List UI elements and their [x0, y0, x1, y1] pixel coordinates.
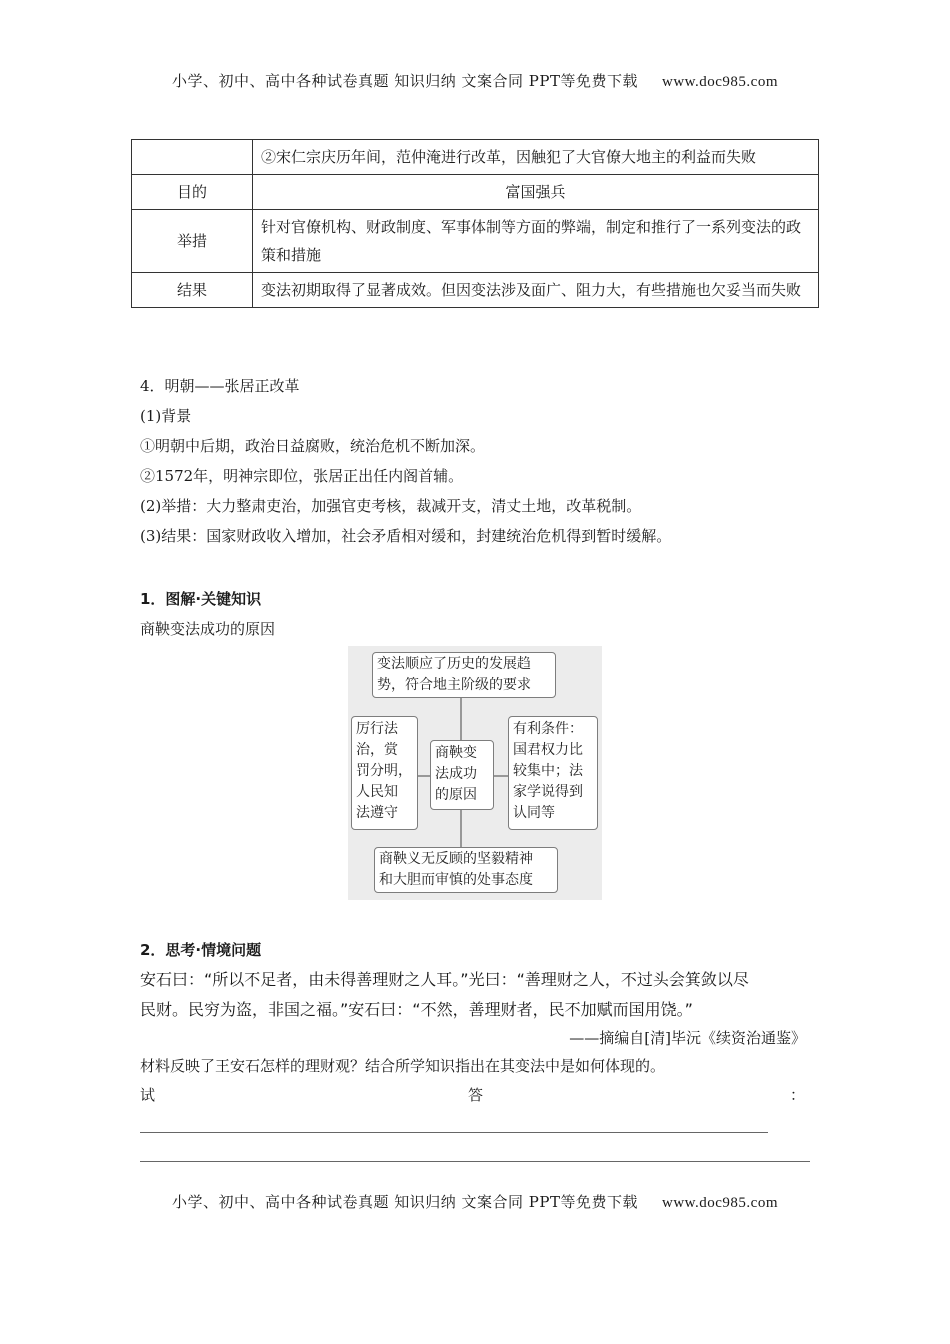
section-ming-reform [140, 371, 820, 551]
answer-line[interactable] [140, 1132, 768, 1133]
diagram-text: 有利条件： [513, 721, 583, 737]
table-key-cell: 举措 [132, 210, 253, 273]
table-row [132, 140, 819, 175]
diagram-text: 商鞅义无反顾的坚毅精神 [379, 851, 533, 867]
table-key-cell: 目的 [132, 175, 253, 210]
answer-char: ： [790, 1086, 806, 1104]
table-key-cell [132, 140, 253, 175]
diagram-text: 厉行法 [356, 721, 398, 737]
part1-subtitle: 商鞅变法成功的原因 [140, 620, 276, 638]
diagram-text: 法成功 [435, 766, 477, 782]
table-key-cell: 结果 [132, 273, 253, 308]
diagram-text: 较集中；法 [513, 763, 583, 779]
table-value-cell: 变法初期取得了显著成效。但因变法涉及面广、阻力大，有些措施也欠妥当而失败 [253, 273, 819, 308]
part2-title-block [140, 935, 820, 965]
table-row [132, 175, 819, 210]
diagram-text: 治，赏 [356, 742, 398, 758]
diagram-text: 人民知 [356, 784, 398, 800]
box-top [372, 652, 556, 698]
table-value-cell: 富国强兵 [253, 175, 819, 210]
background-item: ①明朝中后期，政治日益腐败，统治危机不断加深。 [140, 437, 486, 455]
header-url: www.doc985.com [661, 74, 778, 90]
diagram-text: 国君权力比 [513, 742, 583, 758]
diagram-text: 商鞅变 [435, 745, 477, 761]
answer-char: 答 [468, 1086, 484, 1104]
diagram-text: 认同等 [513, 805, 555, 821]
quote-line: 安石曰：“所以不足者，由未得善理财之人耳。”光曰：“善理财之人，不过头会箕敛以尽 [140, 970, 749, 989]
table-row [132, 210, 819, 273]
box-right [508, 716, 598, 830]
diagram-text: 罚分明， [356, 763, 412, 779]
page-header [0, 70, 950, 91]
part2-title: 2．思考·情境问题 [140, 941, 262, 959]
answer-line[interactable] [140, 1161, 810, 1162]
result-text: (3)结果：国家财政收入增加，社会矛盾相对缓和，封建统治危机得到暂时缓解。 [140, 527, 672, 545]
quote-line: 民财。民穷为盗，非国之福。”安石曰：“不然，善理财者，民不加赋而国用饶。” [140, 1000, 693, 1019]
section-title: 4．明朝——张居正改革 [140, 377, 300, 395]
diagram-text: 势，符合地主阶级的要求 [377, 677, 531, 693]
answer-char: 试 [140, 1086, 156, 1104]
diagram-text: 的原因 [435, 787, 477, 803]
diagram-text: 家学说得到 [513, 784, 583, 800]
quote-source: ——摘编自[清]毕沅《续资治通鉴》 [569, 1029, 806, 1047]
question-text: 材料反映了王安石怎样的理财观？结合所学知识指出在其变法中是如何体现的。 [140, 1057, 666, 1075]
table-value-cell: ②宋仁宗庆历年间，范仲淹进行改革，因触犯了大官僚大地主的利益而失败 [253, 140, 819, 175]
header-text: 小学、初中、高中各种试卷真题 知识归纳 文案合同 PPT等免费下载 [171, 72, 638, 90]
box-center [430, 740, 494, 810]
measures-text: (2)举措：大力整肃吏治，加强官吏考核，裁减开支，清丈土地，改革税制。 [140, 497, 642, 515]
diagram-text: 和大胆而审慎的处事态度 [379, 872, 533, 888]
background-item: ②1572年，明神宗即位，张居正出任内阁首辅。 [140, 467, 464, 485]
page-footer [0, 1191, 950, 1212]
reform-table [131, 139, 819, 308]
diagram-text: 变法顺应了历史的发展趋 [377, 656, 531, 672]
table-value-cell: 针对官僚机构、财政制度、军事体制等方面的弊端，制定和推行了一系列变法的政策和措施 [253, 210, 819, 273]
shang-yang-diagram [348, 646, 602, 900]
quote-block [140, 965, 816, 1025]
background-label: (1)背景 [140, 407, 192, 425]
box-left [351, 716, 418, 830]
footer-url: www.doc985.com [661, 1195, 778, 1211]
footer-text: 小学、初中、高中各种试卷真题 知识归纳 文案合同 PPT等免费下载 [171, 1193, 638, 1211]
part1 [140, 584, 820, 644]
box-bottom [374, 847, 558, 893]
part1-title: 1．图解·关键知识 [140, 590, 262, 608]
diagram-text: 法遵守 [356, 805, 398, 821]
table-row [132, 273, 819, 308]
